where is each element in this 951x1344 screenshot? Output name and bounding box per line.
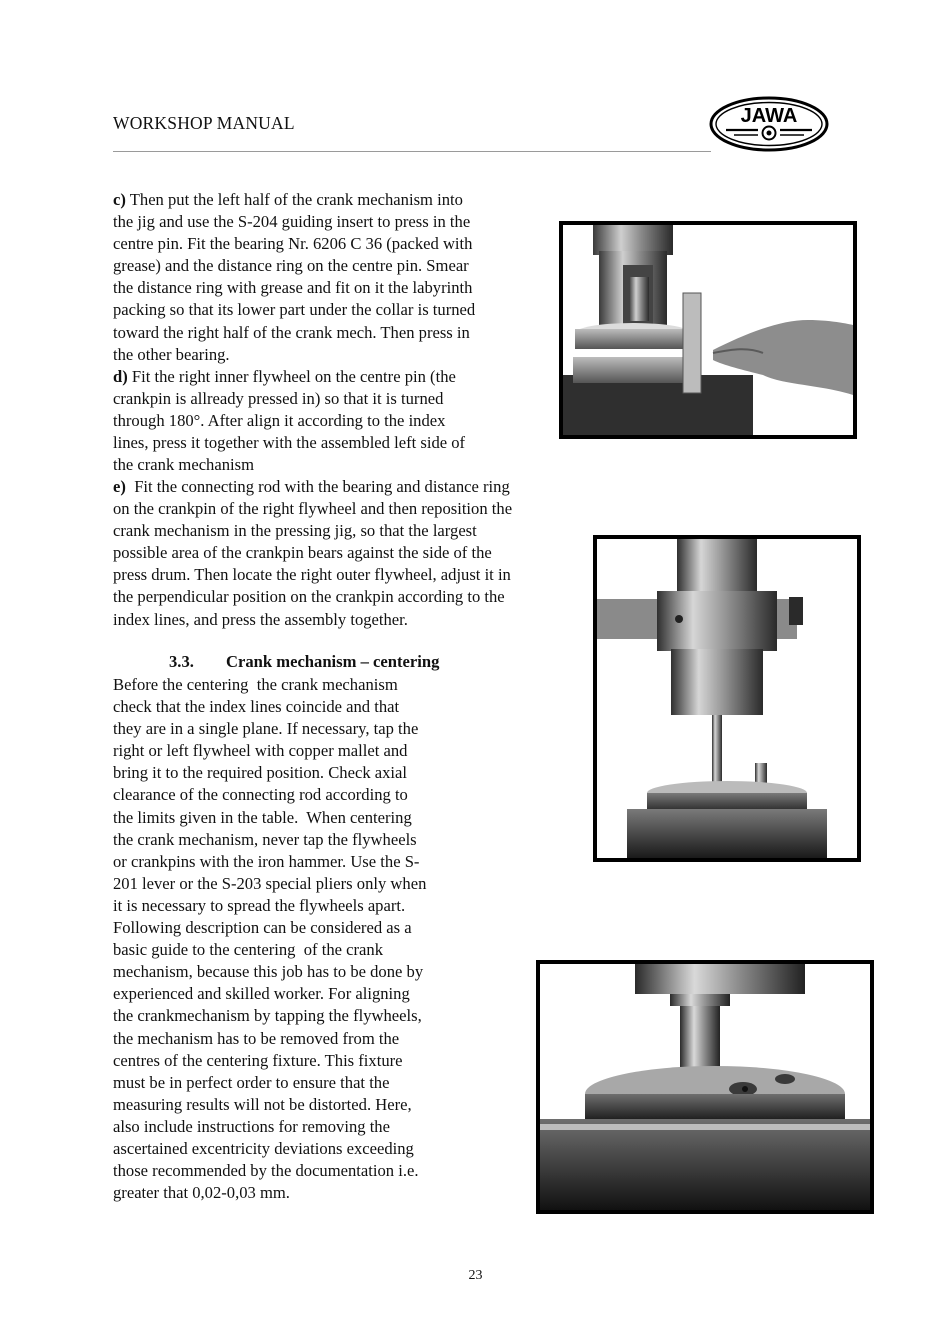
page-number: 23 [468, 1268, 483, 1283]
text-line: measuring results will not be distorted. Here, [113, 1094, 412, 1114]
text-line: clearance of the connecting rod according to [113, 785, 408, 805]
section-heading [169, 652, 439, 672]
text-line: basic guide to the centering of the crank [113, 940, 384, 960]
jawa-logo [708, 95, 830, 153]
text-line: 201 lever or the S-203 special pliers only when [113, 873, 427, 893]
section-number: 3.3. [169, 652, 194, 671]
step-d-paragraph [113, 366, 465, 476]
text-line: the limits given in the table. When centering [113, 807, 412, 827]
header-divider [113, 151, 711, 152]
text-line: crankpin is allready pressed in) so that it is turned [113, 389, 444, 409]
text-line: right or left flywheel with copper mallet and [113, 741, 408, 761]
section-title: Crank mechanism – centering [226, 652, 440, 671]
text-line: it is necessary to spread the flywheels apart. [113, 895, 406, 915]
step-e-paragraph [113, 476, 512, 631]
text-line: bring it to the required position. Check axial [113, 763, 408, 783]
text-line: Following description can be considered as a [113, 918, 412, 938]
text-line: must be in perfect order to ensure that the [113, 1072, 390, 1092]
text-line: they are in a single plane. If necessary, tap the [113, 719, 419, 739]
svg-text:JAWA: JAWA [740, 105, 798, 127]
text-line: through 180°. After align it according to the index [113, 411, 446, 431]
text-line: possible area of the crankpin bears against the side of the [113, 543, 492, 563]
text-line: the crankmechanism by tapping the flywheels, [113, 1006, 422, 1026]
step-e-label: e) [113, 477, 126, 496]
centering-paragraph [113, 674, 426, 1204]
text-line: press drum. Then locate the right outer flywheel, adjust it in [113, 565, 511, 585]
running-header: WORKSHOP MANUAL [113, 113, 295, 133]
text-line: Before the centering the crank mechanism [113, 675, 398, 694]
text-line: on the crankpin of the right flywheel and then reposition the [113, 499, 513, 519]
text-line: crank mechanism in the pressing jig, so that the largest [113, 521, 477, 541]
step-d-label: d) [113, 367, 128, 386]
step-c-label: c) [113, 190, 126, 209]
text-line: experienced and skilled worker. For aligning [113, 984, 410, 1004]
text-line: the perpendicular position on the crankpin according to the [113, 587, 505, 607]
text-line: also include instructions for removing the [113, 1116, 390, 1136]
text-line: the crank mechanism, never tap the flywheels [113, 829, 417, 849]
text-line: centre pin. Fit the bearing Nr. 6206 C 36 (packed with [113, 234, 473, 254]
photo-press-with-gauge [559, 221, 857, 439]
text-line: the distance ring with grease and fit on it the labyrinth [113, 278, 473, 298]
text-line: greater that 0,02-0,03 mm. [113, 1183, 290, 1203]
text-line: grease) and the distance ring on the centre pin. Smear [113, 256, 469, 276]
text-line: check that the index lines coincide and that [113, 697, 400, 717]
text-line: Fit the connecting rod with the bearing and distance ring [125, 477, 510, 496]
text-line: the mechanism has to be removed from the [113, 1028, 400, 1048]
text-line: index lines, and press the assembly together. [113, 609, 408, 629]
text-line: mechanism, because this job has to be done by [113, 962, 424, 982]
text-line: ascertained excentricity deviations exceeding [113, 1138, 414, 1158]
text-line: or crankpins with the iron hammer. Use the S- [113, 851, 420, 871]
text-line: those recommended by the documentation i.e. [113, 1161, 419, 1181]
photo-press-base [536, 960, 874, 1214]
text-line: packing so that its lower part under the collar is turned [113, 300, 476, 320]
text-line: centres of the centering fixture. This fixture [113, 1050, 403, 1070]
text-line: toward the right half of the crank mech. Then press in [113, 322, 470, 342]
text-line: lines, press it together with the assembled left side of [113, 433, 466, 453]
step-c-paragraph [113, 189, 475, 366]
photo-press-column [593, 535, 861, 862]
text-line: Then put the left half of the crank mechanism into [125, 190, 463, 209]
text-line: the crank mechanism [113, 455, 254, 475]
text-line: the other bearing. [113, 344, 230, 364]
text-line: Fit the right inner flywheel on the centre pin (the [127, 367, 456, 386]
text-line: the jig and use the S-204 guiding insert to press in the [113, 212, 471, 232]
